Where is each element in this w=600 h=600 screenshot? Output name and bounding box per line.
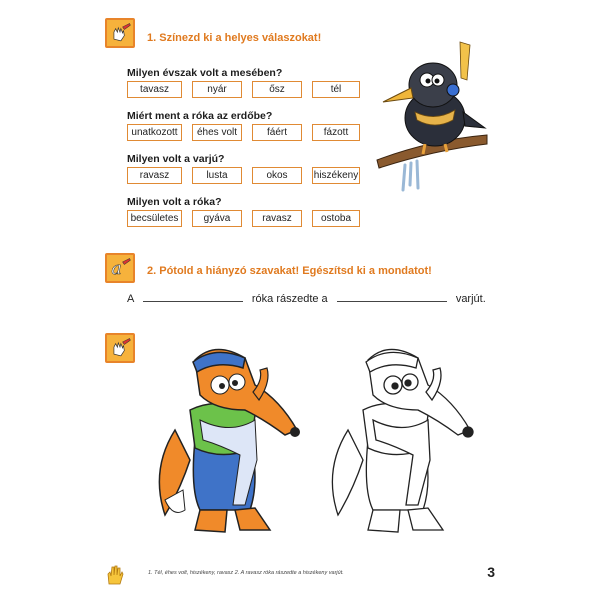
fox-colored-illustration bbox=[145, 340, 310, 540]
answer-option[interactable]: éhes volt bbox=[192, 124, 242, 141]
answer-option[interactable]: hiszékeny bbox=[312, 167, 360, 184]
answer-option[interactable]: ostoba bbox=[312, 210, 360, 227]
answer-option[interactable]: becsületes bbox=[127, 210, 182, 227]
answer-row-4 bbox=[127, 210, 360, 227]
answer-option[interactable]: unatkozott bbox=[127, 124, 182, 141]
sentence-start: A bbox=[127, 293, 134, 305]
answer-option[interactable]: okos bbox=[252, 167, 302, 184]
fill-in-sentence bbox=[127, 289, 486, 305]
section2-title: 2. Pótold a hiányzó szavakat! Egészítsd ki a mondatot! bbox=[147, 265, 432, 277]
page-number: 3 bbox=[487, 564, 495, 580]
answer-row-3 bbox=[127, 167, 360, 184]
answer-option[interactable]: nyár bbox=[192, 81, 242, 98]
answer-option[interactable]: fázott bbox=[312, 124, 360, 141]
question-4: Milyen volt a róka? bbox=[127, 196, 222, 208]
answer-option[interactable]: gyáva bbox=[192, 210, 242, 227]
answer-option[interactable]: ravasz bbox=[127, 167, 182, 184]
answer-option[interactable]: ravasz bbox=[252, 210, 302, 227]
answer-option[interactable]: tavasz bbox=[127, 81, 182, 98]
question-3: Milyen volt a varjú? bbox=[127, 153, 225, 165]
answer-key: 1. Tél, éhes volt, hiszékeny, ravasz 2. A ravasz róka rászedte a hiszékeny varjút. bbox=[148, 570, 344, 576]
answer-row-1 bbox=[127, 81, 360, 98]
hand-icon bbox=[104, 564, 126, 586]
letter-a-pencil-icon bbox=[105, 253, 135, 283]
answer-option[interactable]: tél bbox=[312, 81, 360, 98]
section1-title: 1. Színezd ki a helyes válaszokat! bbox=[147, 32, 322, 44]
blank-2[interactable] bbox=[337, 289, 447, 302]
blank-1[interactable] bbox=[143, 289, 243, 302]
svg-text:a: a bbox=[111, 259, 122, 280]
fox-outline-illustration bbox=[318, 340, 483, 540]
answer-row-2 bbox=[127, 124, 360, 141]
crow-illustration bbox=[375, 40, 490, 195]
answer-option[interactable]: ősz bbox=[252, 81, 302, 98]
answer-option[interactable]: fáért bbox=[252, 124, 302, 141]
sentence-end: varjút. bbox=[455, 293, 486, 305]
question-2: Miért ment a róka az erdőbe? bbox=[127, 110, 273, 122]
question-1: Milyen évszak volt a mesében? bbox=[127, 67, 283, 79]
sentence-middle: róka rászedte a bbox=[251, 293, 328, 305]
hand-pencil-icon bbox=[105, 18, 135, 48]
answer-option[interactable]: lusta bbox=[192, 167, 242, 184]
hand-pencil-icon bbox=[105, 333, 135, 363]
